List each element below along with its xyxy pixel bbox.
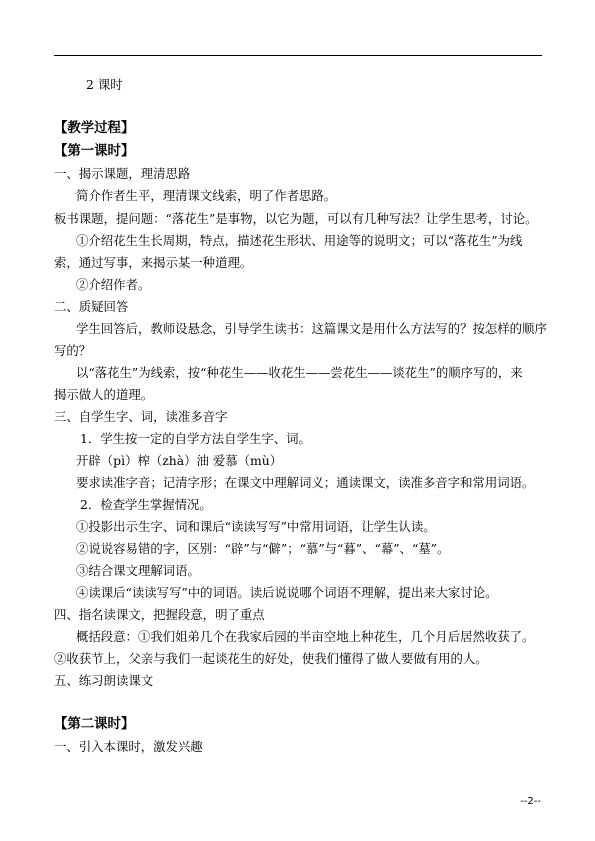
paragraph-line: 简介作者生平，理清课文线索，明了作者思路。 — [76, 188, 337, 203]
paragraph-line: ③结合课文理解词语。 — [76, 563, 200, 578]
paragraph-line: 开辟（pì）榨（zhà）油 爱慕（mù） — [76, 453, 283, 468]
paragraph-line: 索，通过写事，来揭示某一种道理。 — [54, 255, 253, 270]
heading-lesson-1: 【第一课时】 — [54, 143, 135, 159]
paragraph-line: 学生回答后，教师设悬念，引导学生读书：这篇课文是用什么方法写的？按怎样的顺序 — [76, 321, 547, 336]
paragraph-line: 概括段意：①我们姐弟几个在我家后园的半亩空地上种花生，几个月后居然收获了。 — [76, 629, 535, 644]
section-heading: 三、自学生字、词，读准多音字 — [54, 409, 228, 424]
paragraph-line: ①介绍花生生长周期，特点，描述花生形状、用途等的说明文；可以“落花生”为线 — [76, 233, 523, 248]
lesson-duration: 2 课时 — [86, 77, 123, 92]
paragraph-line: 2．检查学生掌握情况。 — [80, 497, 212, 512]
paragraph-line: 揭示做人的道理。 — [54, 387, 154, 402]
heading-teaching-process: 【教学过程】 — [54, 120, 135, 136]
page-number: --2-- — [520, 796, 541, 807]
paragraph-line: ①投影出示生字、词和课后“读读写写”中常用词语，让学生认读。 — [76, 519, 436, 534]
section-heading: 一、揭示课题，理清思路 — [54, 166, 191, 181]
section-heading: 五、练习朗读课文 — [54, 673, 154, 688]
paragraph-line: 板书课题，提问题：“落花生”是事物，以它为题，可以有几种写法？让学生思考，讨论。 — [54, 211, 538, 226]
paragraph-line: 以“落花生”为线索，按“种花生——收花生——尝花生——谈花生”的顺序写的，来 — [76, 365, 523, 380]
heading-lesson-2: 【第二课时】 — [54, 716, 135, 732]
paragraph-line: ②介绍作者。 — [76, 277, 151, 292]
paragraph-line: ②收获节上，父亲与我们一起谈花生的好处，使我们懂得了做人要做有用的人。 — [54, 651, 488, 666]
section-heading: 四、指名读课文，把握段意，明了重点 — [54, 607, 265, 622]
paragraph-line: 要求读准字音；记清字形；在课文中理解词义；通读课文，读准多音字和常用词语。 — [76, 475, 535, 490]
paragraph-line: 1．学生按一定的自学方法自学生字、词。 — [80, 431, 311, 446]
paragraph-line: 写的？ — [54, 343, 92, 358]
paragraph-line: ②说说容易错的字，区别：“辟”与“僻”；“慕”与“暮”、“幕”、“墓”。 — [76, 541, 450, 556]
header-rule — [54, 55, 542, 56]
section-heading: 一、引入本课时，激发兴趣 — [54, 739, 203, 754]
section-heading: 二、质疑回答 — [54, 299, 129, 314]
paragraph-line: ④读课后“读读写写”中的词语。读后说说哪个词语不理解，提出来大家讨论。 — [76, 585, 498, 600]
